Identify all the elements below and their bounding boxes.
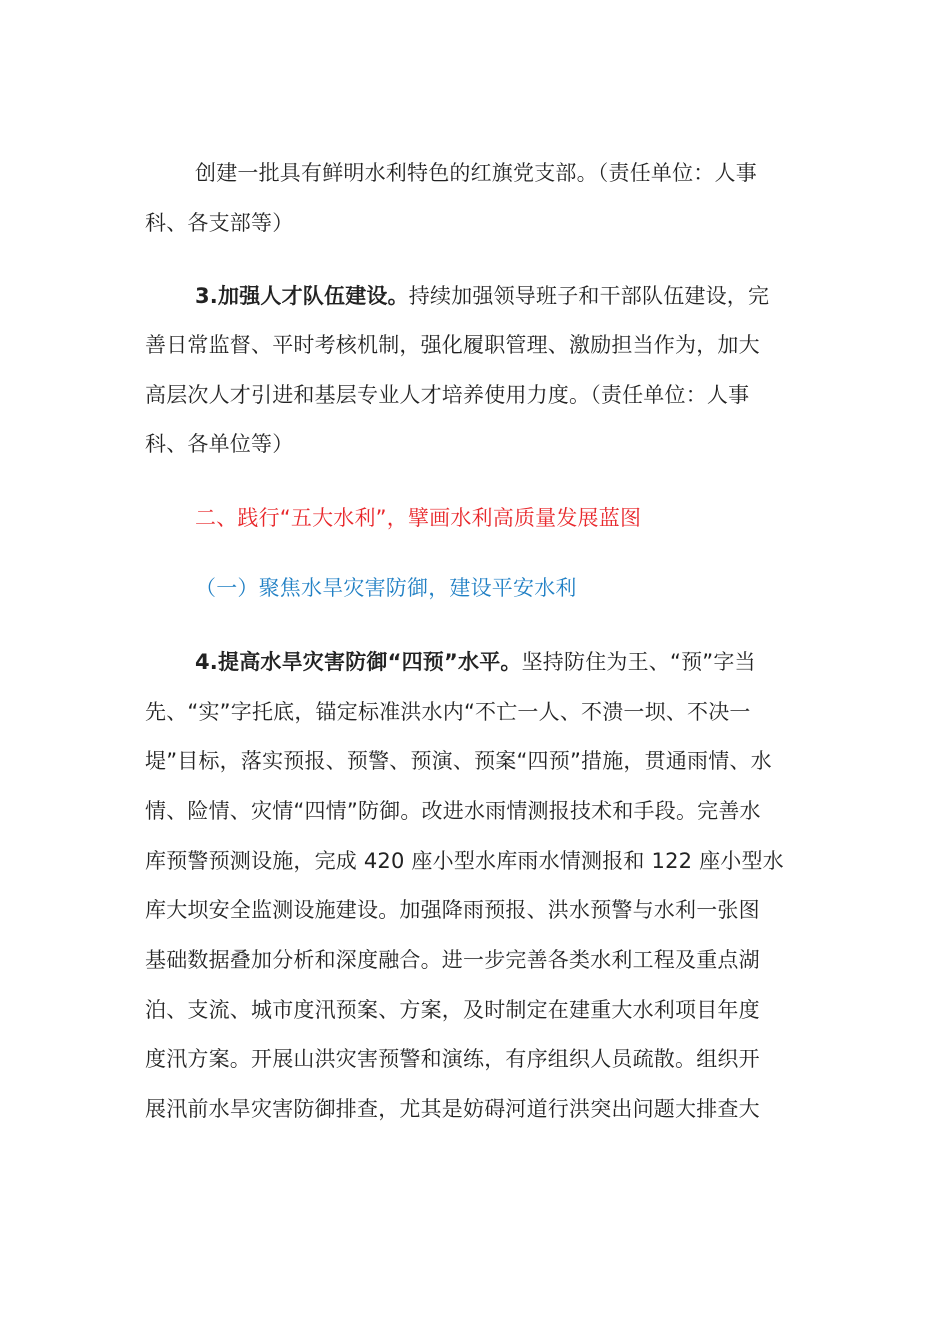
item-3-text: 持续加强领导班子和干部队伍建设，完 — [408, 284, 770, 308]
item-3-heading: 3.加强人才队伍建设。 — [195, 284, 409, 308]
paragraph-line: 善日常监督、平时考核机制，强化履职管理、激励担当作为，加大 — [145, 333, 760, 357]
paragraph-line: 库大坝安全监测设施建设。加强降雨预报、洪水预警与水利一张图 — [145, 898, 760, 922]
section-heading: 二、践行“五大水利”，擘画水利高质量发展蓝图 — [195, 506, 642, 530]
paragraph-line: 情、险情、灾情“四情”防御。改进水雨情测报技术和手段。完善水 — [145, 799, 761, 823]
paragraph-line: 泊、支流、城市度汛预案、方案，及时制定在建重大水利项目年度 — [145, 998, 760, 1022]
paragraph-line: 科、各单位等） — [145, 432, 294, 456]
paragraph-line: 堤”目标，落实预报、预警、预演、预案“四预”措施，贯通雨情、水 — [145, 749, 772, 773]
paragraph-line: 先、“实”字托底，锚定标准洪水内“不亡一人、不溃一坝、不决一 — [145, 700, 751, 724]
paragraph-line: 创建一批具有鲜明水利特色的红旗党支部。（责任单位：人事 — [195, 161, 757, 185]
item-3-first-line — [195, 281, 769, 311]
subsection-heading: （一）聚焦水旱灾害防御，建设平安水利 — [195, 576, 577, 600]
paragraph-line: 科、各支部等） — [145, 211, 294, 235]
paragraph-line: 高层次人才引进和基层专业人才培养使用力度。（责任单位：人事 — [145, 383, 750, 407]
paragraph-line: 基础数据叠加分析和深度融合。进一步完善各类水利工程及重点湖 — [145, 948, 760, 972]
paragraph-line: 度汛方案。开展山洪灾害预警和演练，有序组织人员疏散。组织开 — [145, 1047, 760, 1071]
item-4-text: 坚持防住为王、“预”字当 — [521, 650, 756, 674]
item-4-heading: 4.提高水旱灾害防御“四预”水平。 — [195, 650, 522, 674]
paragraph-line: 展汛前水旱灾害防御排查，尤其是妨碍河道行洪突出问题大排查大 — [145, 1097, 760, 1121]
item-4-first-line — [195, 647, 756, 677]
paragraph-line: 库预警预测设施，完成 420 座小型水库雨水情测报和 122 座小型水 — [145, 849, 784, 873]
